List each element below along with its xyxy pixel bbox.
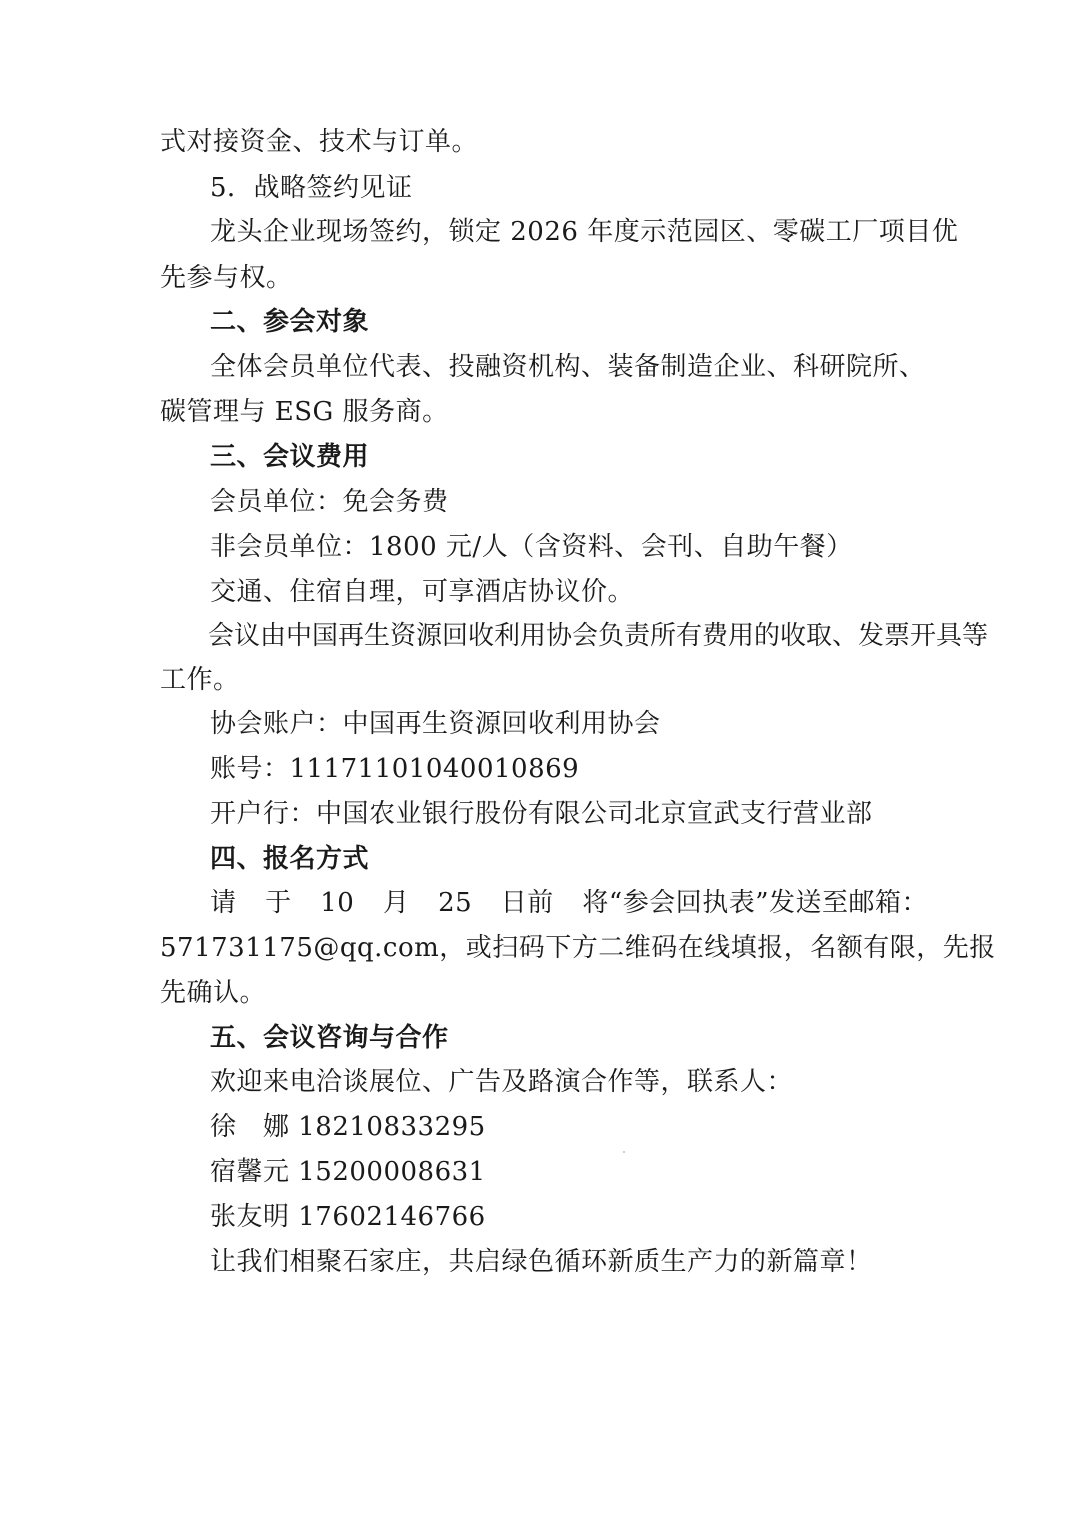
paragraph-line: 碳管理与 ESG 服务商。 [160, 397, 449, 427]
text-segment: 月 [382, 888, 410, 918]
text-segment: 请 [210, 888, 237, 918]
section-heading-participants: 二、参会对象 [210, 307, 370, 337]
account-number: 账号：11171101040010869 [210, 754, 580, 784]
contact-person: 宿馨元 15200008631 [210, 1157, 486, 1187]
account-name: 协会账户：中国再生资源回收利用协会 [210, 709, 661, 739]
text-segment: 10 [320, 888, 355, 918]
paragraph-line: 会议由中国再生资源回收利用协会负责所有费用的收取、发票开具等 [208, 621, 989, 651]
paragraph-line: 龙头企业现场签约，锁定 2026 年度示范园区、零碳工厂项目优 [210, 217, 959, 247]
paragraph-line: 全体会员单位代表、投融资机构、装备制造企业、科研院所、 [210, 352, 926, 382]
text-segment: 日前 [500, 888, 554, 918]
text-segment: 于 [265, 888, 292, 918]
paragraph-line: 式对接资金、技术与订单。 [160, 127, 479, 157]
paragraph-line: 交通、住宿自理，可享酒店协议价。 [210, 577, 635, 607]
paragraph-line: 欢迎来电洽谈展位、广告及路演合作等，联系人： [210, 1067, 794, 1097]
text-segment: 将“参会回执表”发送至邮箱： [582, 888, 928, 918]
paragraph-line-spread [210, 887, 928, 919]
paragraph-line: 非会员单位：1800 元/人（含资料、会刊、自助午餐） [210, 532, 853, 562]
text-segment: 25 [438, 888, 473, 918]
closing-line: 让我们相聚石家庄，共启绿色循环新质生产力的新篇章！ [210, 1247, 873, 1277]
section-heading-registration: 四、报名方式 [210, 844, 370, 874]
paragraph-line: 工作。 [160, 665, 240, 695]
paragraph-line: 先确认。 [160, 978, 267, 1008]
paragraph-line: 会员单位：免会务费 [210, 487, 449, 517]
item-heading: 5．战略签约见证 [210, 173, 413, 203]
scan-speck [623, 1151, 625, 1153]
paragraph-line: 571731175@qq.com，或扫码下方二维码在线填报，名额有限，先报 [160, 933, 996, 963]
contact-person: 张友明 17602146766 [210, 1202, 486, 1232]
paragraph-line: 先参与权。 [160, 263, 293, 293]
bank-name: 开户行：中国农业银行股份有限公司北京宣武支行营业部 [210, 799, 873, 829]
section-heading-fees: 三、会议费用 [210, 442, 370, 472]
section-heading-consultation: 五、会议咨询与合作 [210, 1023, 449, 1053]
contact-person: 徐 娜 18210833295 [210, 1112, 486, 1142]
